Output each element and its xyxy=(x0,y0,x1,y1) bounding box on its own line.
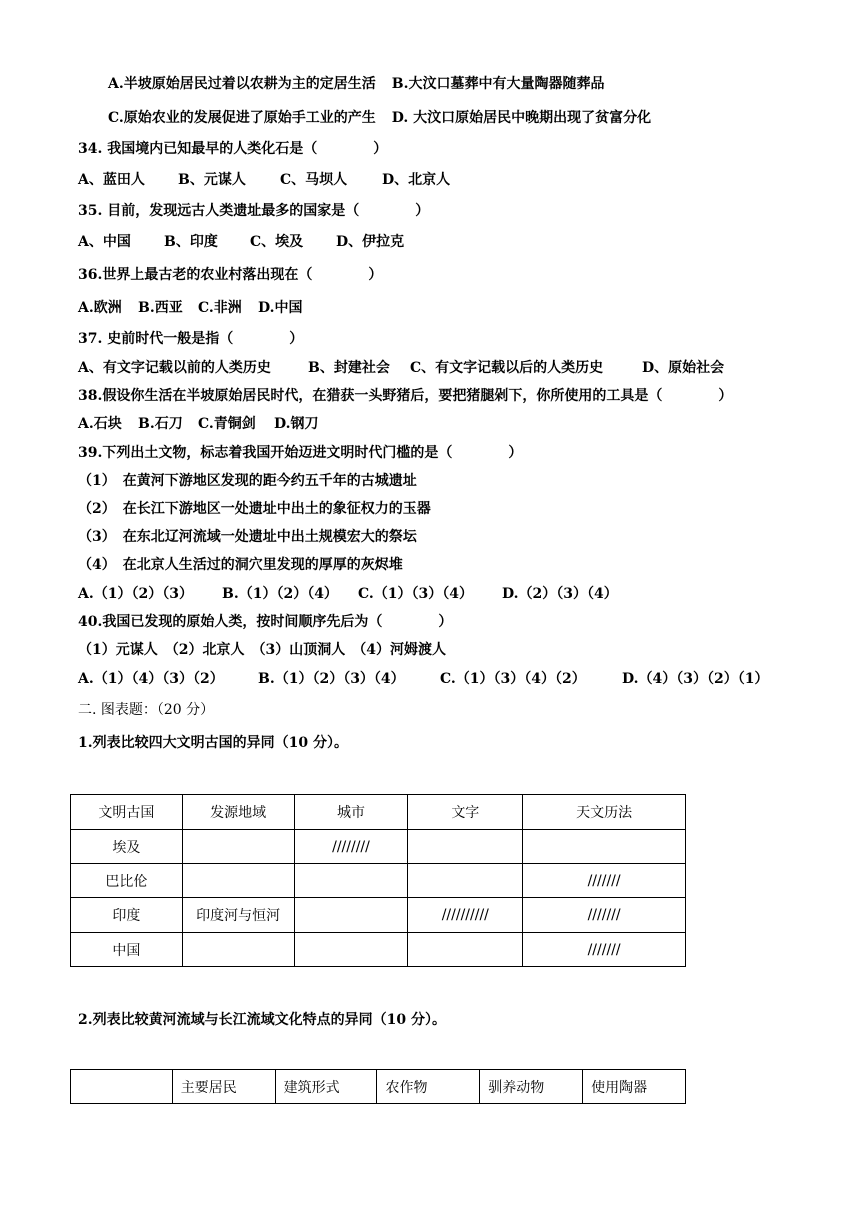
table-header: 农作物 xyxy=(377,1070,480,1104)
table-header: 驯养动物 xyxy=(480,1070,583,1104)
table-header: 天文历法 xyxy=(523,795,686,830)
table-cell[interactable]: //////// xyxy=(294,830,408,864)
option-b: B.大汶口墓葬中有大量陶器随葬品 xyxy=(391,76,605,92)
table-cell[interactable] xyxy=(408,830,523,864)
question-36-stem: 36.世界上最古老的农业村落出现在（ ） xyxy=(78,267,383,283)
table-header: 文字 xyxy=(408,795,523,830)
option: A.（1）（2）（3） xyxy=(78,586,193,602)
option: A.欧洲 xyxy=(78,300,122,316)
option: A、中国 xyxy=(78,234,131,250)
table-header: 建筑形式 xyxy=(275,1070,377,1104)
table-row xyxy=(71,898,686,933)
option: A、蓝田人 xyxy=(78,172,145,188)
table-cell[interactable] xyxy=(408,864,523,898)
table-header xyxy=(71,1070,173,1104)
table-header: 发源地域 xyxy=(182,795,294,830)
option: A.（1）（4）（3）（2） xyxy=(78,671,224,687)
question-34-options xyxy=(78,170,450,190)
question-36-options xyxy=(78,298,303,318)
option-a: A.半坡原始居民过着以农耕为主的定居生活 xyxy=(108,76,376,92)
question-39-item: （4） 在北京人生活过的洞穴里发现的厚厚的灰烬堆 xyxy=(78,557,403,573)
question-38-stem: 38.假设你生活在半坡原始居民时代，在猎获一头野猪后，要把猪腿剁下，你所使用的工具是（ ） xyxy=(78,388,733,404)
question-39-item: （1） 在黄河下游地区发现的距今约五千年的古城遗址 xyxy=(78,473,417,489)
question-35-options xyxy=(78,232,404,252)
option: C.（1）（3）（4） xyxy=(358,586,473,602)
table-cell[interactable] xyxy=(182,830,294,864)
option: C、有文字记载以后的人类历史 xyxy=(410,360,604,376)
table-cell[interactable]: ////////// xyxy=(408,898,523,933)
option: A.石块 xyxy=(78,416,122,432)
option: C、马坝人 xyxy=(280,172,348,188)
question-37-stem: 37. 史前时代一般是指（ ） xyxy=(78,331,304,347)
civilizations-table xyxy=(70,794,686,967)
option: D.中国 xyxy=(258,300,303,316)
table-cell[interactable]: /////// xyxy=(523,933,686,967)
question-39-item: （2） 在长江下游地区一处遗址中出土的象征权力的玉器 xyxy=(78,501,431,517)
question-37-options xyxy=(78,358,724,378)
table-cell[interactable] xyxy=(408,933,523,967)
table-header-row xyxy=(71,1070,686,1104)
option: B、封建社会 xyxy=(308,360,390,376)
option: A、有文字记载以前的人类历史 xyxy=(78,360,271,376)
table-cell[interactable]: 巴比伦 xyxy=(71,864,183,898)
option: B.（1）（2）（4） xyxy=(222,586,338,602)
table-cell[interactable] xyxy=(294,898,408,933)
question-38-options xyxy=(78,414,319,434)
table-header-row xyxy=(71,795,686,830)
table-cell[interactable]: 印度河与恒河 xyxy=(182,898,294,933)
section-2-q1: 1.列表比较四大文明古国的异同（10 分）。 xyxy=(78,735,348,751)
question-35-stem: 35. 目前，发现远古人类遗址最多的国家是（ ） xyxy=(78,203,430,219)
option: C.青铜剑 xyxy=(198,416,256,432)
section-2-title: 二. 图表题：（20 分） xyxy=(78,702,215,718)
table-cell[interactable]: /////// xyxy=(523,898,686,933)
table-row xyxy=(71,864,686,898)
question-40-options xyxy=(78,669,768,689)
option: C.非洲 xyxy=(198,300,242,316)
option-c: C.原始农业的发展促进了原始手工业的产生 xyxy=(108,110,376,126)
option: C.（1）（3）（4）（2） xyxy=(440,671,586,687)
table-header: 文明古国 xyxy=(71,795,183,830)
table-cell[interactable]: 中国 xyxy=(71,933,183,967)
option: B、元谋人 xyxy=(178,172,246,188)
table-cell[interactable] xyxy=(182,864,294,898)
option: D.（2）（3）（4） xyxy=(502,586,618,602)
table-header: 主要居民 xyxy=(172,1070,275,1104)
table-cell[interactable]: 埃及 xyxy=(71,830,183,864)
table-row xyxy=(71,830,686,864)
question-39-options xyxy=(78,584,618,604)
table-cell[interactable]: /////// xyxy=(523,864,686,898)
question-39-stem: 39.下列出土文物，标志着我国开始迈进文明时代门槛的是（ ） xyxy=(78,445,523,461)
option: B.石刀 xyxy=(138,416,183,432)
option: D.（4）（3）（2）（1） xyxy=(622,671,769,687)
question-40-stem: 40.我国已发现的原始人类，按时间顺序先后为（ ） xyxy=(78,614,453,630)
option-line-ab xyxy=(108,74,604,94)
option: D、伊拉克 xyxy=(336,234,405,250)
table-cell[interactable] xyxy=(294,933,408,967)
river-culture-table xyxy=(70,1069,686,1104)
question-40-items: （1）元谋人 （2）北京人 （3）山顶洞人 （4）河姆渡人 xyxy=(78,642,446,658)
table-cell[interactable] xyxy=(523,830,686,864)
option: C、埃及 xyxy=(250,234,304,250)
table-cell[interactable] xyxy=(182,933,294,967)
option: D.钢刀 xyxy=(274,416,319,432)
option: D、原始社会 xyxy=(642,360,725,376)
option: B、印度 xyxy=(164,234,218,250)
table-cell[interactable]: 印度 xyxy=(71,898,183,933)
section-2-q2: 2.列表比较黄河流域与长江流域文化特点的异同（10 分）。 xyxy=(78,1012,446,1028)
option: D、北京人 xyxy=(382,172,451,188)
option: B.（1）（2）（3）（4） xyxy=(258,671,405,687)
table-header: 城市 xyxy=(294,795,408,830)
option-line-cd xyxy=(108,108,651,128)
table-header: 使用陶器 xyxy=(583,1070,686,1104)
table-row xyxy=(71,933,686,967)
table-cell[interactable] xyxy=(294,864,408,898)
option-d: D. 大汶口原始居民中晚期出现了贫富分化 xyxy=(391,110,652,126)
question-34-stem: 34. 我国境内已知最早的人类化石是（ ） xyxy=(78,141,388,157)
option: B.西亚 xyxy=(138,300,183,316)
question-39-item: （3） 在东北辽河流域一处遗址中出土规模宏大的祭坛 xyxy=(78,529,417,545)
